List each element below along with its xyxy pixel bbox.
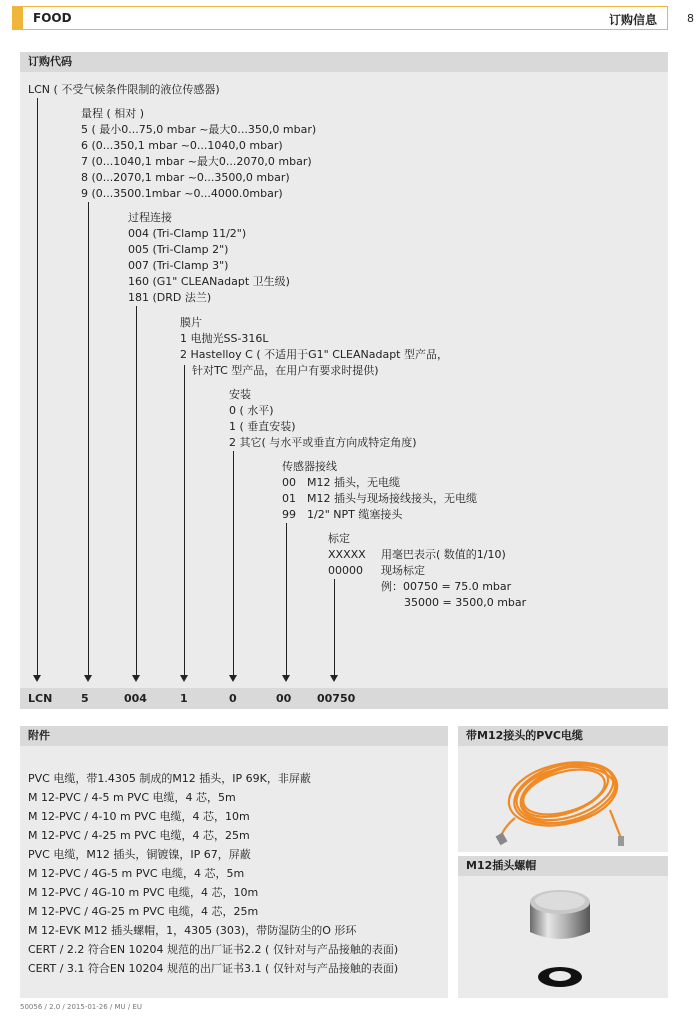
wiring-code: 99 [282,508,296,521]
cable-image [495,748,635,848]
process-title: 过程连接 [128,211,172,224]
code-range: 5 [81,692,89,705]
wiring-text: M12 插头，无电缆 [307,476,400,489]
code-line [286,523,287,676]
arrow-icon [282,675,290,682]
page-number: 8 [687,12,694,25]
accessories-heading: 附件 [20,726,448,746]
arrow-icon [229,675,237,682]
accessory-item: PVC 电缆，M12 插头，铜镀镍，IP 67，屏蔽 [28,848,251,861]
accessory-item: M 12-PVC / 4G-25 m PVC 电缆，4 芯，25m [28,905,259,918]
process-item: 005 (Tri-Clamp 2") [128,243,229,256]
arrow-icon [330,675,338,682]
accessory-item: M 12-PVC / 4-10 m PVC 电缆，4 芯，10m [28,810,250,823]
membrane-title: 膜片 [180,316,202,329]
code-lcn: LCN [28,692,53,705]
install-item: 2 其它( 与水平或垂直方向成特定角度) [229,436,417,449]
process-item: 007 (Tri-Clamp 3") [128,259,229,272]
code-install: 0 [229,692,237,705]
accessory-item: PVC 电缆，带1.4305 制成的M12 插头，IP 69K，非屏蔽 [28,772,311,785]
install-title: 安装 [229,388,251,401]
wiring-title: 传感器接线 [282,460,337,473]
wiring-text: 1/2" NPT 缆塞接头 [307,508,403,521]
calib-text: 用毫巴表示( 数值的1/10) [381,548,506,561]
install-item: 0 ( 水平) [229,404,274,417]
cap-heading: M12插头螺帽 [458,856,668,876]
membrane-item: 针对TC 型产品，在用户有要求时提供) [192,364,379,377]
code-membrane: 1 [180,692,188,705]
accent-bar [13,7,23,29]
range-item: 7 (0...1040,1 mbar ~最大0...2070,0 mbar) [81,155,312,168]
cable-heading: 带M12接头的PVC电缆 [458,726,668,746]
page-header [12,6,668,30]
calib-example: 35000 = 3500,0 mbar [404,596,527,609]
accessory-item: M 12-PVC / 4G-10 m PVC 电缆，4 芯，10m [28,886,259,899]
code-line [88,202,89,676]
range-item: 9 (0...3500.1mbar ~0...4000.0mbar) [81,187,283,200]
accessory-item: M 12-PVC / 4-5 m PVC 电缆，4 芯，5m [28,791,236,804]
calib-text: 现场标定 [381,564,425,577]
process-item: 181 (DRD 法兰) [128,291,212,304]
accessory-item: M 12-PVC / 4G-5 m PVC 电缆，4 芯，5m [28,867,245,880]
code-process: 004 [124,692,147,705]
install-item: 1 ( 垂直安装) [229,420,296,433]
header-title: FOOD [33,11,72,25]
accessory-item: CERT / 2.2 符合EN 10204 规范的出厂证书2.2 ( 仅针对与产品接触的表面) [28,943,399,956]
range-item: 8 (0...2070,1 mbar ~0...3500,0 mbar) [81,171,290,184]
process-item: 004 (Tri-Clamp 11/2") [128,227,247,240]
range-title: 量程 ( 相对 ) [81,107,145,120]
range-item: 5 ( 最小0...75,0 mbar ~最大0...350,0 mbar) [81,123,317,136]
accessory-item: CERT / 3.1 符合EN 10204 规范的出厂证书3.1 ( 仅针对与产品接触的表面) [28,962,399,975]
accessory-item: M 12-EVK M12 插头螺帽，1，4305 (303)，带防湿防尘的O 形环 [28,924,357,937]
wiring-code: 00 [282,476,296,489]
code-line [136,306,137,676]
range-item: 6 (0...350,1 mbar ~0...1040,0 mbar) [81,139,283,152]
calib-title: 标定 [328,532,350,545]
calib-code: XXXXX [328,548,366,561]
arrow-icon [33,675,41,682]
code-line [334,579,335,676]
code-wiring: 00 [276,692,292,705]
order-code-heading: 订购代码 [20,52,668,72]
code-calib: 00750 [317,692,356,705]
arrow-icon [84,675,92,682]
header-section: 订购信息 [608,13,657,27]
intro-text: LCN ( 不受气候条件限制的液位传感器) [28,83,220,96]
arrow-icon [132,675,140,682]
footer-text: 50056 / 2.0 / 2015-01-26 / MU / EU [20,1003,143,1011]
code-line [37,98,38,676]
code-line [233,451,234,676]
calib-example: 例：00750 = 75.0 mbar [381,580,512,593]
wiring-code: 01 [282,492,296,505]
process-item: 160 (G1" CLEANadapt 卫生级) [128,275,290,288]
calib-code: 00000 [328,564,363,577]
wiring-text: M12 插头与现场接线接头，无电缆 [307,492,477,505]
cap-image [520,880,600,995]
membrane-item: 2 Hastelloy C ( 不适用于G1" CLEANadapt 型产品， [180,348,448,361]
arrow-icon [180,675,188,682]
accessory-item: M 12-PVC / 4-25 m PVC 电缆，4 芯，25m [28,829,250,842]
membrane-item: 1 电抛光SS-316L [180,332,269,345]
code-line [184,365,185,676]
accessories-panel [20,726,448,998]
